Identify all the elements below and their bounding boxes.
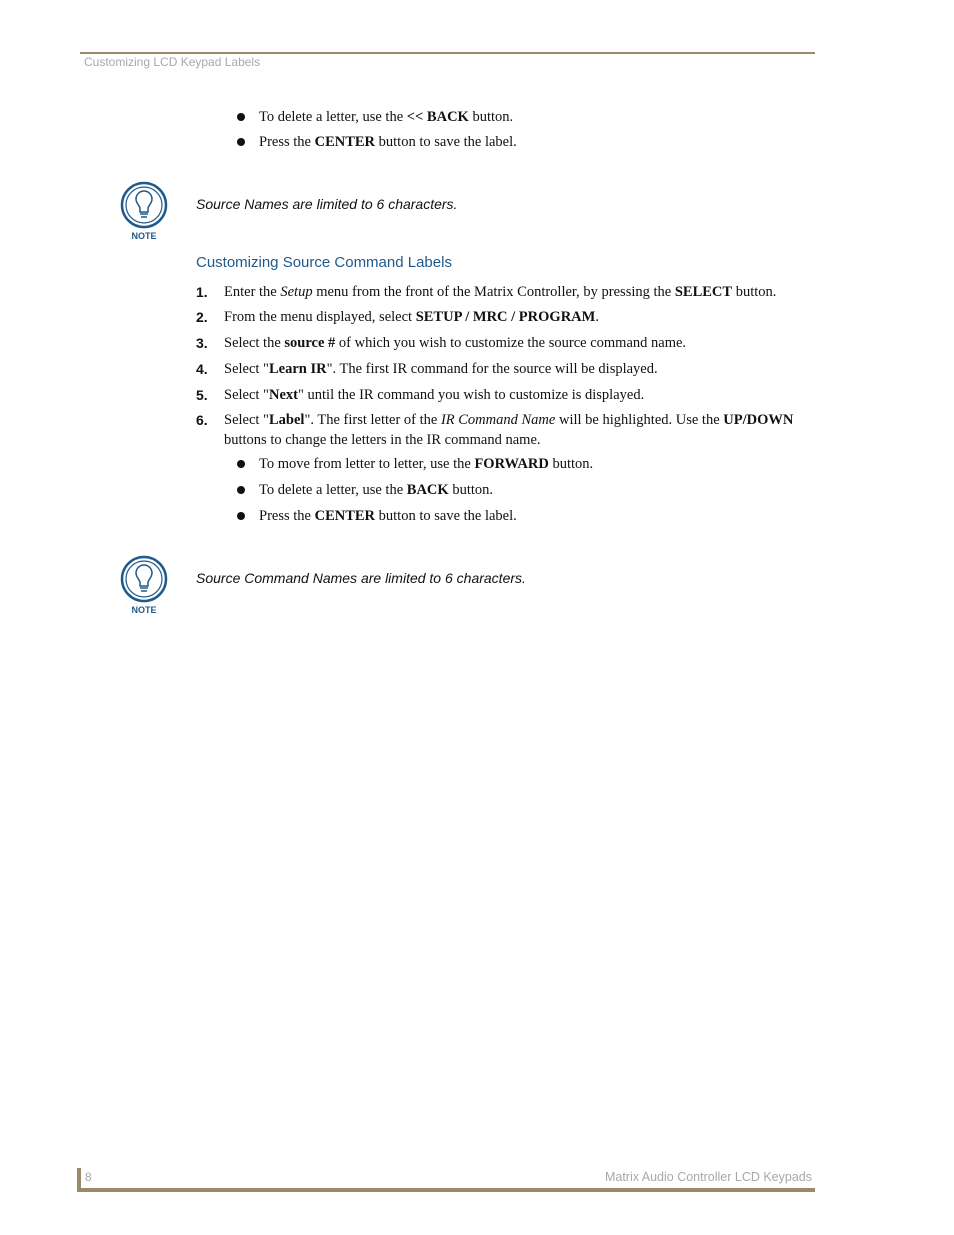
bullet-dot <box>237 460 245 468</box>
bullet-dot <box>237 512 245 520</box>
note-text: Source Names are limited to 6 characters. <box>196 196 458 212</box>
page-number: 8 <box>85 1170 92 1184</box>
header-rule <box>80 52 815 54</box>
section-heading: Customizing Source Command Labels <box>196 254 452 271</box>
bullet-dot <box>237 486 245 494</box>
svg-text:NOTE: NOTE <box>131 231 157 241</box>
note-text: Source Command Names are limited to 6 characters. <box>196 570 526 586</box>
footer-rule <box>77 1188 815 1192</box>
bullet-dot <box>237 138 245 146</box>
note-lightbulb-icon <box>119 181 169 241</box>
running-header: Customizing LCD Keypad Labels <box>84 55 261 69</box>
note-lightbulb-icon <box>119 555 169 615</box>
svg-text:NOTE: NOTE <box>131 605 157 615</box>
bullet-dot <box>237 113 245 121</box>
footer-title: Matrix Audio Controller LCD Keypads <box>604 1170 812 1184</box>
